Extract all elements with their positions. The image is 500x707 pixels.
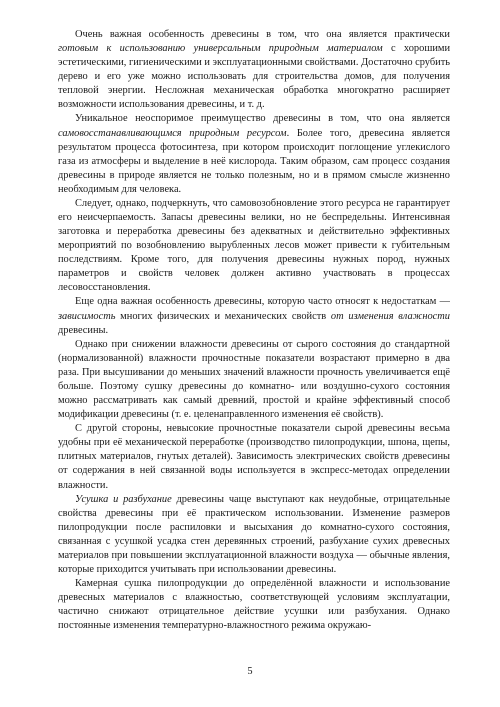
text-run: Уникальное неоспоримое преимущество древесины в том, что она является: [75, 113, 450, 125]
text-run: Следует, однако, подчеркнуть, что самовозобновление этого ресурса не гарантирует его неисчерпаемость. Запасы древесины велики, но не беспредельны. Интенсивная заготовка и переработка древесины без адекватных и действительно эффективных мероприятий по возобновлению вырубленных лесов может привести к губительным последствиям. Кроме того, для получения древесины нужных пород, нужных параметров и свойств человек должен активно участвовать в процессах лесовосстановления.: [58, 197, 450, 294]
paragraph: [58, 28, 450, 112]
emphasis-run: готовым к использованию универсальным природным материалом: [58, 43, 383, 55]
emphasis-run: зависимость: [58, 310, 116, 322]
text-run: . Более того, древесина является результатом процесса фотосинтеза, при котором происходит поглощение углекислого газа из атмосферы и выделение в неё кислорода. Таким образом, сам процесс создания древесины в природе является не только полезным, но и в прямом смысле жизненно необходимым для человека.: [58, 127, 450, 195]
text-run: С другой стороны, невысокие прочностные показатели сырой древесины весьма удобны при её механической переработке (производство пилопродукции, шпона, щепы, плитных материалов, гнутых деталей). Зависимость электрических свойств древесины от содержания в ней связанной воды используется в экспресс-методах определении влажности.: [58, 423, 450, 491]
text-run: древесины.: [58, 324, 109, 336]
text-run: многих физических и механических свойств: [115, 310, 331, 322]
text-run: древесины чаще выступают как неудобные, отрицательные свойства древесины при её практическом использовании. Изменение размеров пилопродукции после распиловки и высыхания до комнатно-сухого состояния, связанная с усушкой усадка стен деревянных строений, разбухание сухих древесных материалов при повышении эксплуатационной влажности воздуха — обычные явления, которые приходится учитывать при использовании древесины.: [58, 493, 450, 575]
paragraph: [58, 493, 450, 577]
text-run: Очень важная особенность древесины в том, что она является практически: [75, 29, 450, 40]
text-run: Еще одна важная особенность древесины, которую часто относят к недостаткам —: [75, 296, 450, 308]
page-number: 5: [247, 666, 253, 677]
emphasis-run: от изменения влажности: [330, 310, 450, 322]
text-run: с хорошими эстетическими, гигиеническими и эксплуатационными свойствами. Достаточно срубить дерево и его уже можно использовать для строительства домов, для получения тепловой энергии. Несложная механическая обработка многократно расширяет возможности использования древесины, и т. д.: [58, 43, 450, 111]
text-run: Однако при снижении влажности древесины от сырого состояния до стандартной (нормализованной) влажности прочностные показатели возрастают примерно в два раза. При высушивании до меньших значений влажности прочность увеличивается ещё больше. Поэтому сушку древесины до комнатно- или воздушно-сухого состояния можно рассматривать как самый древний, простой и крайне эффективный способ модификации древесины (т. е. целенаправленного изменения её свойств).: [58, 338, 450, 421]
emphasis-run: Усушка и разбухание: [75, 493, 172, 505]
paragraph: [58, 295, 450, 337]
emphasis-run: самовосстанавливающимся природным ресурсом: [58, 127, 287, 139]
paragraph: [58, 577, 450, 633]
page-body: [58, 28, 450, 688]
text-run: Камерная сушка пилопродукции до определённой влажности и использование древесных материалов с влажностью, соответствующей условиям эксплуатации, частично снижают отрицательное действие усушки или разбухания. Однако постоянные изменения температурно-влажностного режима окружаю-: [58, 578, 450, 632]
paragraph: [58, 338, 450, 422]
paragraph: [58, 112, 450, 196]
paragraph: [58, 422, 450, 492]
paragraph: [58, 197, 450, 296]
